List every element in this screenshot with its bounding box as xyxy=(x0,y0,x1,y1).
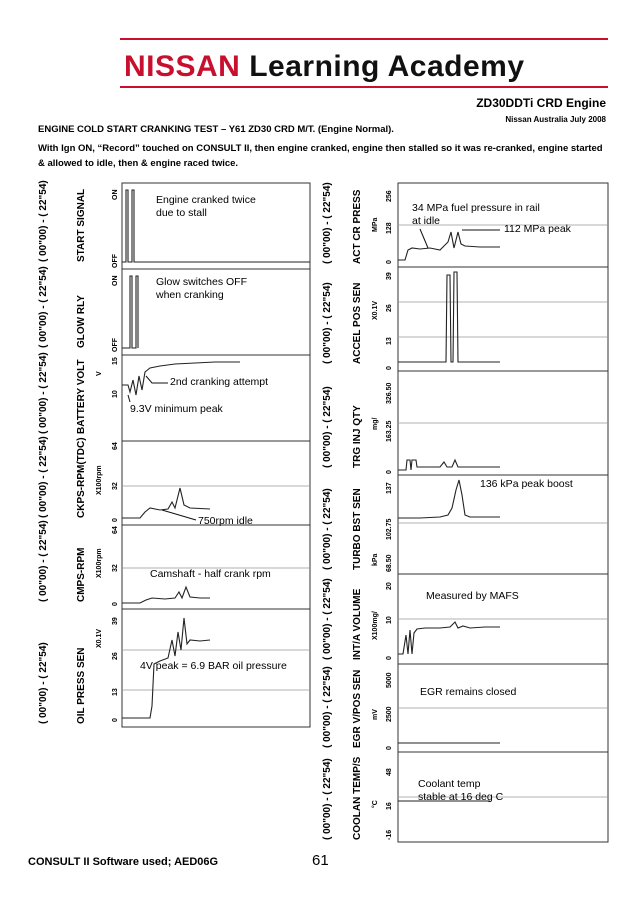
time-label-right-1: ( 00"00) - ( 22"54) xyxy=(322,182,333,264)
right-panel-3-unit: mg/ xyxy=(372,417,379,430)
right-panel-3-name: TRG INJ QTY xyxy=(352,405,363,468)
right-panel-6-tick-5000: 5000 xyxy=(386,672,393,688)
annotation-turbo: 136 kPa peak boost xyxy=(480,478,573,490)
right-panel-2-name: ACCEL POS SEN xyxy=(352,282,363,364)
time-label-left-3: ( 00"00) - ( 22"54) xyxy=(38,352,49,434)
time-label-right-4: ( 00"00) - ( 22"54) xyxy=(322,488,333,570)
left-panel-6-tick-13: 13 xyxy=(112,688,119,696)
right-panel-6-tick-2500: 2500 xyxy=(386,706,393,722)
right-panel-7-name: COOLAN TEMP/S xyxy=(352,756,363,840)
right-panel-3-tick-326: 326.50 xyxy=(386,382,393,404)
left-panel-3-tick-15: 15 xyxy=(112,357,119,365)
left-panel-4-name: CKPS-RPM(TDC) xyxy=(76,437,87,518)
engine-title: ZD30DDTi CRD Engine xyxy=(476,96,606,110)
right-panel-5-name: INT/A VOLUME xyxy=(352,588,363,660)
right-panel-1-unit: MPa xyxy=(372,217,379,232)
right-panel-7-tick-48: 48 xyxy=(386,768,393,776)
right-panel-1-tick-256: 256 xyxy=(386,190,393,202)
right-panel-2-tick-13: 13 xyxy=(386,337,393,345)
left-panel-5-name: CMPS-RPM xyxy=(76,547,87,602)
right-panel-7-tick-16: 16 xyxy=(386,802,393,810)
left-panel-1-tick-off: OFF xyxy=(112,254,119,268)
left-panel-5-tick-64: 64 xyxy=(112,526,119,534)
right-panel-1-tick-0: 0 xyxy=(386,260,393,264)
right-panel-5-unit: X100mg/ xyxy=(372,611,379,640)
left-panel-3-tick-10: 10 xyxy=(112,390,119,398)
annotation-cr-peak: 112 MPa peak xyxy=(504,223,571,235)
time-label-left-1: ( 00"00) - ( 22"54) xyxy=(38,180,49,262)
time-label-right-6: ( 00"00) - ( 22"54) xyxy=(322,666,333,748)
left-panel-3-name: BATTERY VOLT xyxy=(76,359,87,434)
right-panel-2-unit: X0.1V xyxy=(372,300,379,320)
right-panel-4-tick-137: 137 xyxy=(386,482,393,494)
left-panel-2-tick-off: OFF xyxy=(112,338,119,352)
left-panel-6-unit: X0.1V xyxy=(96,628,103,648)
right-panel-4-tick-102: 102.75 xyxy=(386,518,393,540)
left-panel-1-tick-on: ON xyxy=(112,189,119,200)
right-traces xyxy=(398,232,500,801)
annotation-arrows xyxy=(128,229,500,520)
right-panel-6-unit: mV xyxy=(372,709,379,720)
left-panel-2-name: GLOW RLY xyxy=(76,295,87,348)
right-panel-5-tick-20: 20 xyxy=(386,582,393,590)
left-panel-1-name: START SIGNAL xyxy=(76,188,87,262)
annotation-start-signal: Engine cranked twice due to stall xyxy=(156,194,256,219)
test-title: ENGINE COLD START CRANKING TEST – Y61 ZD30 CRD M/T. (Engine Normal). xyxy=(38,124,394,135)
time-label-right-7: ( 00"00) - ( 22"54) xyxy=(322,758,333,840)
annotation-oil: 4V peak = 6.9 BAR oil pressure xyxy=(140,660,287,672)
right-panel-5-tick-0: 0 xyxy=(386,656,393,660)
time-label-left-5: ( 00"00) - ( 22"54) xyxy=(38,520,49,602)
left-panel-4-unit: X100rpm xyxy=(96,465,103,495)
annotation-coolant: Coolant temp stable at 16 deg C xyxy=(418,778,504,803)
logo-brand: NISSAN xyxy=(124,50,241,83)
annotation-battery-2nd-crank: 2nd cranking attempt xyxy=(170,376,269,388)
right-panel-6-tick-0: 0 xyxy=(386,746,393,750)
left-panel-5-tick-32: 32 xyxy=(112,564,119,572)
annotation-battery-min: 9.3V minimum peak xyxy=(130,403,223,415)
right-panel-4-unit: kPa xyxy=(372,553,379,566)
time-label-right-2: ( 00"00) - ( 22"54) xyxy=(322,282,333,364)
left-panel-3-unit: V xyxy=(96,371,103,376)
right-panel-4-tick-68: 68.50 xyxy=(386,554,393,572)
time-label-left-4: ( 00"00) - ( 22"54) xyxy=(38,436,49,518)
annotation-cr-idle: 34 MPa fuel pressure in rail at idle xyxy=(412,202,540,227)
right-panel-1-name: ACT CR PRESS xyxy=(352,189,363,264)
time-label-right-5: ( 00"00) - ( 22"54) xyxy=(322,578,333,660)
time-label-left-2: ( 00"00) - ( 22"54) xyxy=(38,266,49,348)
left-panel-6-tick-39: 39 xyxy=(112,617,119,625)
right-panel-5-tick-10: 10 xyxy=(386,616,393,624)
annotation-ckps-idle: 750rpm idle xyxy=(198,515,253,527)
time-label-left-6: ( 00"00) - ( 22"54) xyxy=(38,642,49,724)
annotation-glow-rly: Glow switches OFF when cranking xyxy=(156,276,248,301)
left-panel-4-tick-0: 0 xyxy=(112,518,119,522)
logo-rest: Learning Academy xyxy=(249,50,525,83)
right-panel-3-tick-163: 163.25 xyxy=(386,420,393,442)
left-panel-6-name: OIL PRESS SEN xyxy=(76,647,87,724)
left-panel-4-tick-32: 32 xyxy=(112,482,119,490)
right-panel-3-tick-0: 0 xyxy=(386,470,393,474)
right-panel-7-unit: °C xyxy=(372,800,379,808)
org-date: Nissan Australia July 2008 xyxy=(505,115,606,124)
page-number: 61 xyxy=(312,852,329,869)
footer-software: CONSULT II Software used; AED06G xyxy=(28,856,219,868)
left-panel-2-tick-on: ON xyxy=(112,275,119,286)
left-panel-6-tick-26: 26 xyxy=(112,652,119,660)
time-label-right-3: ( 00"00) - ( 22"54) xyxy=(322,386,333,468)
left-panel-5-tick-0: 0 xyxy=(112,602,119,606)
right-panel-2-tick-0: 0 xyxy=(386,366,393,370)
right-panel-1-tick-128: 128 xyxy=(386,222,393,234)
annotation-egr: EGR remains closed xyxy=(420,686,517,698)
left-panel-5-unit: X100rpm xyxy=(96,548,103,578)
annotation-cmps: Camshaft - half crank rpm xyxy=(150,568,271,580)
right-panel-2-tick-26: 26 xyxy=(386,304,393,312)
left-panel-6-tick-0: 0 xyxy=(112,718,119,722)
test-description: With Ign ON, “Record” touched on CONSULT II, then engine cranked, engine then stalled so it was re-cranked, engine started & allowed to idle, then & engine raced twice. xyxy=(38,143,603,169)
annotation-maf: Measured by MAFS xyxy=(426,590,519,602)
right-panel-2-tick-39: 39 xyxy=(386,272,393,280)
right-panel-4-name: TURBO BST SEN xyxy=(352,488,363,570)
right-panel-7-tick-neg16: -16 xyxy=(386,829,393,840)
right-panel-6-name: EGR V/POS SEN xyxy=(352,669,363,748)
left-panel-4-tick-64: 64 xyxy=(112,442,119,450)
left-panel-grid xyxy=(122,183,310,727)
